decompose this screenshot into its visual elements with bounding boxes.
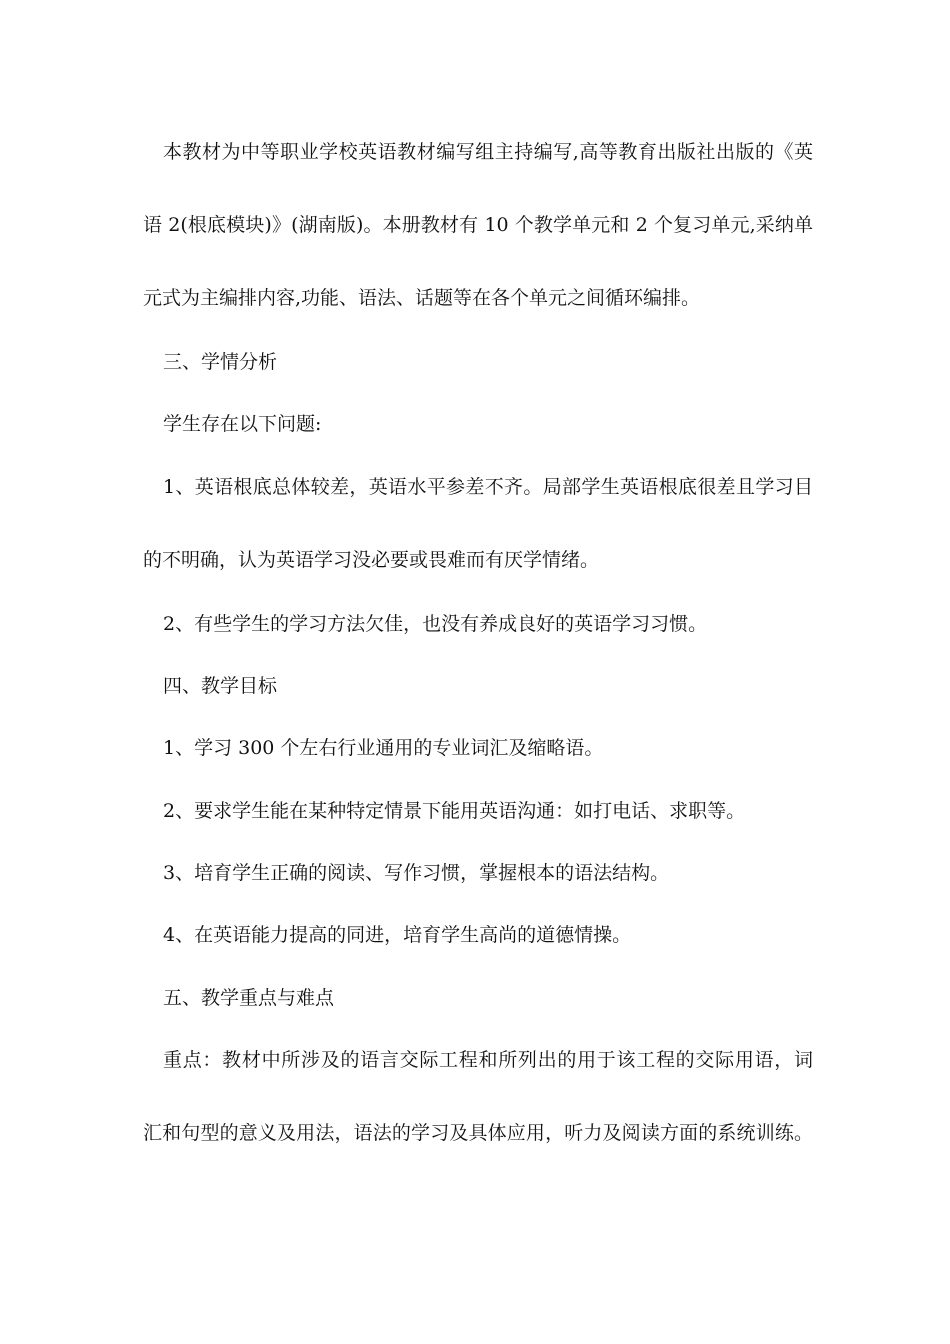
section-heading: 四、教学目标 bbox=[163, 675, 278, 697]
paragraph-line: 元式为主编排内容,功能、语法、话题等在各个单元之间循环编排。 bbox=[143, 287, 701, 309]
paragraph-line: 学生存在以下问题: bbox=[163, 413, 322, 435]
list-item: 4、在英语能力提高的同进，培育学生高尚的道德情操。 bbox=[163, 924, 632, 946]
section-heading: 三、学情分析 bbox=[163, 351, 278, 373]
list-item: 2、有些学生的学习方法欠佳，也没有养成良好的英语学习习惯。 bbox=[163, 613, 708, 635]
paragraph-line: 重点：教材中所涉及的语言交际工程和所列出的用于该工程的交际用语，词 bbox=[163, 1049, 813, 1071]
paragraph-line: 语 2(根底模块)》(湖南版)。本册教材有 10 个教学单元和 2 个复习单元,采纳单 bbox=[143, 214, 813, 236]
paragraph-line: 的不明确，认为英语学习没必要或畏难而有厌学情绪。 bbox=[143, 549, 600, 571]
list-item: 1、学习 300 个左右行业通用的专业词汇及缩略语。 bbox=[163, 737, 604, 759]
paragraph-line: 汇和句型的意义及用法，语法的学习及具体应用，听力及阅读方面的系统训练。 bbox=[143, 1122, 813, 1144]
section-heading: 五、教学重点与难点 bbox=[163, 987, 335, 1009]
paragraph-line: 本教材为中等职业学校英语教材编写组主持编写,高等教育出版社出版的《英 bbox=[163, 141, 813, 163]
list-item: 3、培育学生正确的阅读、写作习惯，掌握根本的语法结构。 bbox=[163, 862, 670, 884]
list-item: 1、英语根底总体较差，英语水平参差不齐。局部学生英语根底很差且学习目 bbox=[163, 476, 813, 498]
list-item: 2、要求学生能在某种特定情景下能用英语沟通：如打电话、求职等。 bbox=[163, 800, 746, 822]
